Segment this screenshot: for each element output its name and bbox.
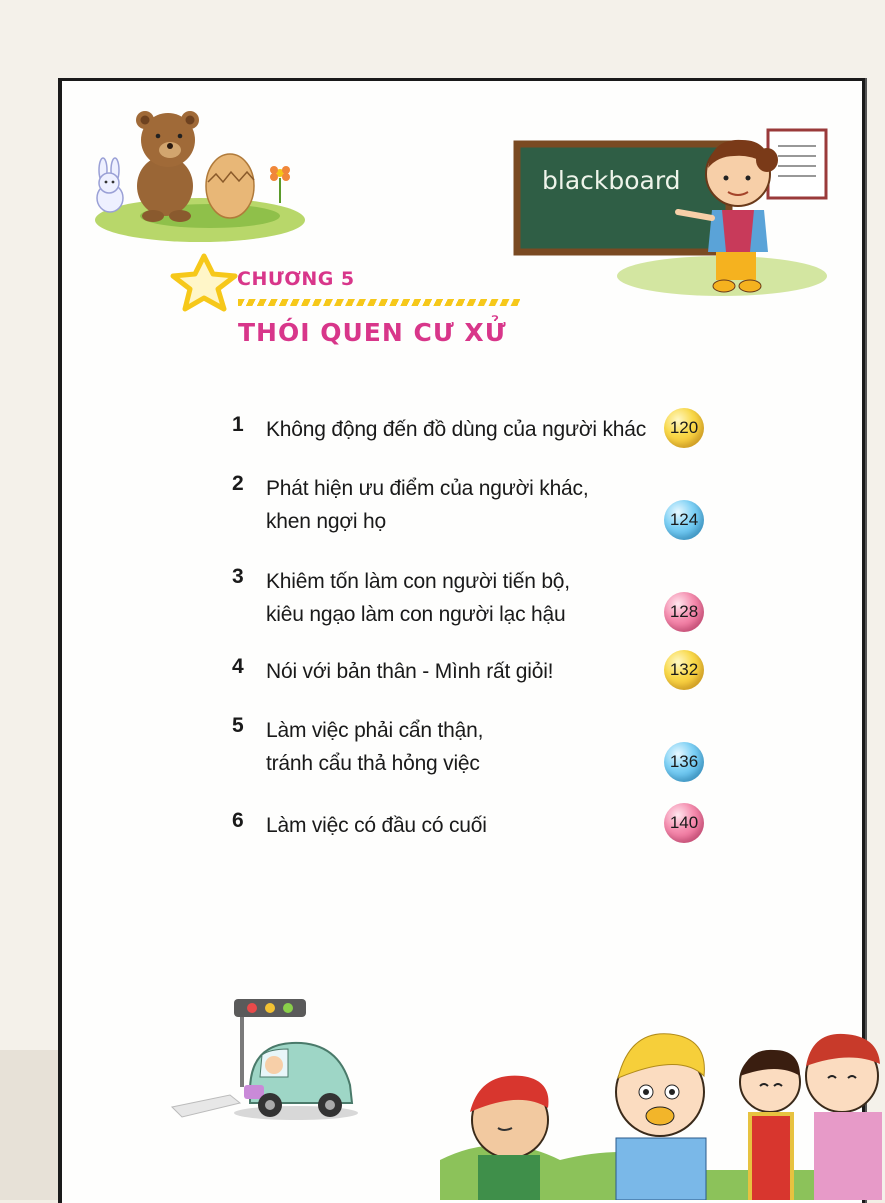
kid-brown-hair-icon: [740, 1050, 800, 1200]
toc-item-number: 5: [232, 714, 244, 737]
kid-red-cap-icon: [470, 1076, 548, 1200]
traffic-light-car-illustration: [170, 995, 370, 1125]
chapter-label: CHƯƠNG 5: [237, 268, 355, 290]
children-group-illustration: [440, 1020, 882, 1200]
toc-item-line: kiêu ngạo làm con người lạc hậu: [266, 603, 566, 626]
toc-item-line: Khiêm tốn làm con người tiến bộ,: [266, 570, 570, 593]
toc-item-title: [266, 809, 487, 842]
blackboard-text: blackboard: [542, 166, 681, 195]
page-number-badge[interactable]: 128: [664, 592, 704, 632]
toc-item-line: Nói với bản thân - Mình rất giỏi!: [266, 660, 554, 683]
flower-icon: [270, 166, 290, 203]
page-number-badge[interactable]: 140: [664, 803, 704, 843]
blackboard-teacher-illustration: [512, 126, 832, 301]
toc-item-title: [266, 655, 553, 688]
car-icon: [234, 1043, 358, 1120]
bunny-icon: [97, 158, 123, 212]
page-number-badge[interactable]: 132: [664, 650, 704, 690]
toc-item-number: 1: [232, 413, 244, 436]
toc-item-number: 6: [232, 809, 244, 832]
toc-item-title: [266, 413, 646, 446]
cracked-egg-icon: [206, 154, 254, 218]
toc-item-line: tránh cẩu thả hỏng việc: [266, 752, 480, 775]
toc-item-line: Làm việc phải cẩn thận,: [266, 719, 484, 742]
star-icon: [170, 252, 242, 312]
bear-bunny-egg-illustration: [90, 108, 310, 243]
toc-item-line: Không động đến đồ dùng của người khác: [266, 418, 647, 441]
page-number-badge[interactable]: 120: [664, 408, 704, 448]
chapter-title: THÓI QUEN CƯ XỬ: [238, 318, 507, 347]
page-number-badge[interactable]: 136: [664, 742, 704, 782]
toc-item-title: [266, 714, 483, 780]
toc-item-line: khen ngợi họ: [266, 510, 386, 533]
toc-item-number: 3: [232, 565, 244, 588]
kid-yellow-hair-icon: [616, 1034, 706, 1200]
toc-item-number: 2: [232, 472, 244, 495]
toc-item-title: [266, 472, 588, 538]
page-number-badge[interactable]: 124: [664, 500, 704, 540]
kid-red-hair-icon: [806, 1034, 882, 1200]
toc-item-title: [266, 565, 570, 631]
toc-item-line: Phát hiện ưu điểm của người khác,: [266, 477, 589, 500]
toc-item-line: Làm việc có đầu có cuối: [266, 814, 487, 837]
toc-item-number: 4: [232, 655, 244, 678]
chapter-divider: [238, 299, 520, 306]
